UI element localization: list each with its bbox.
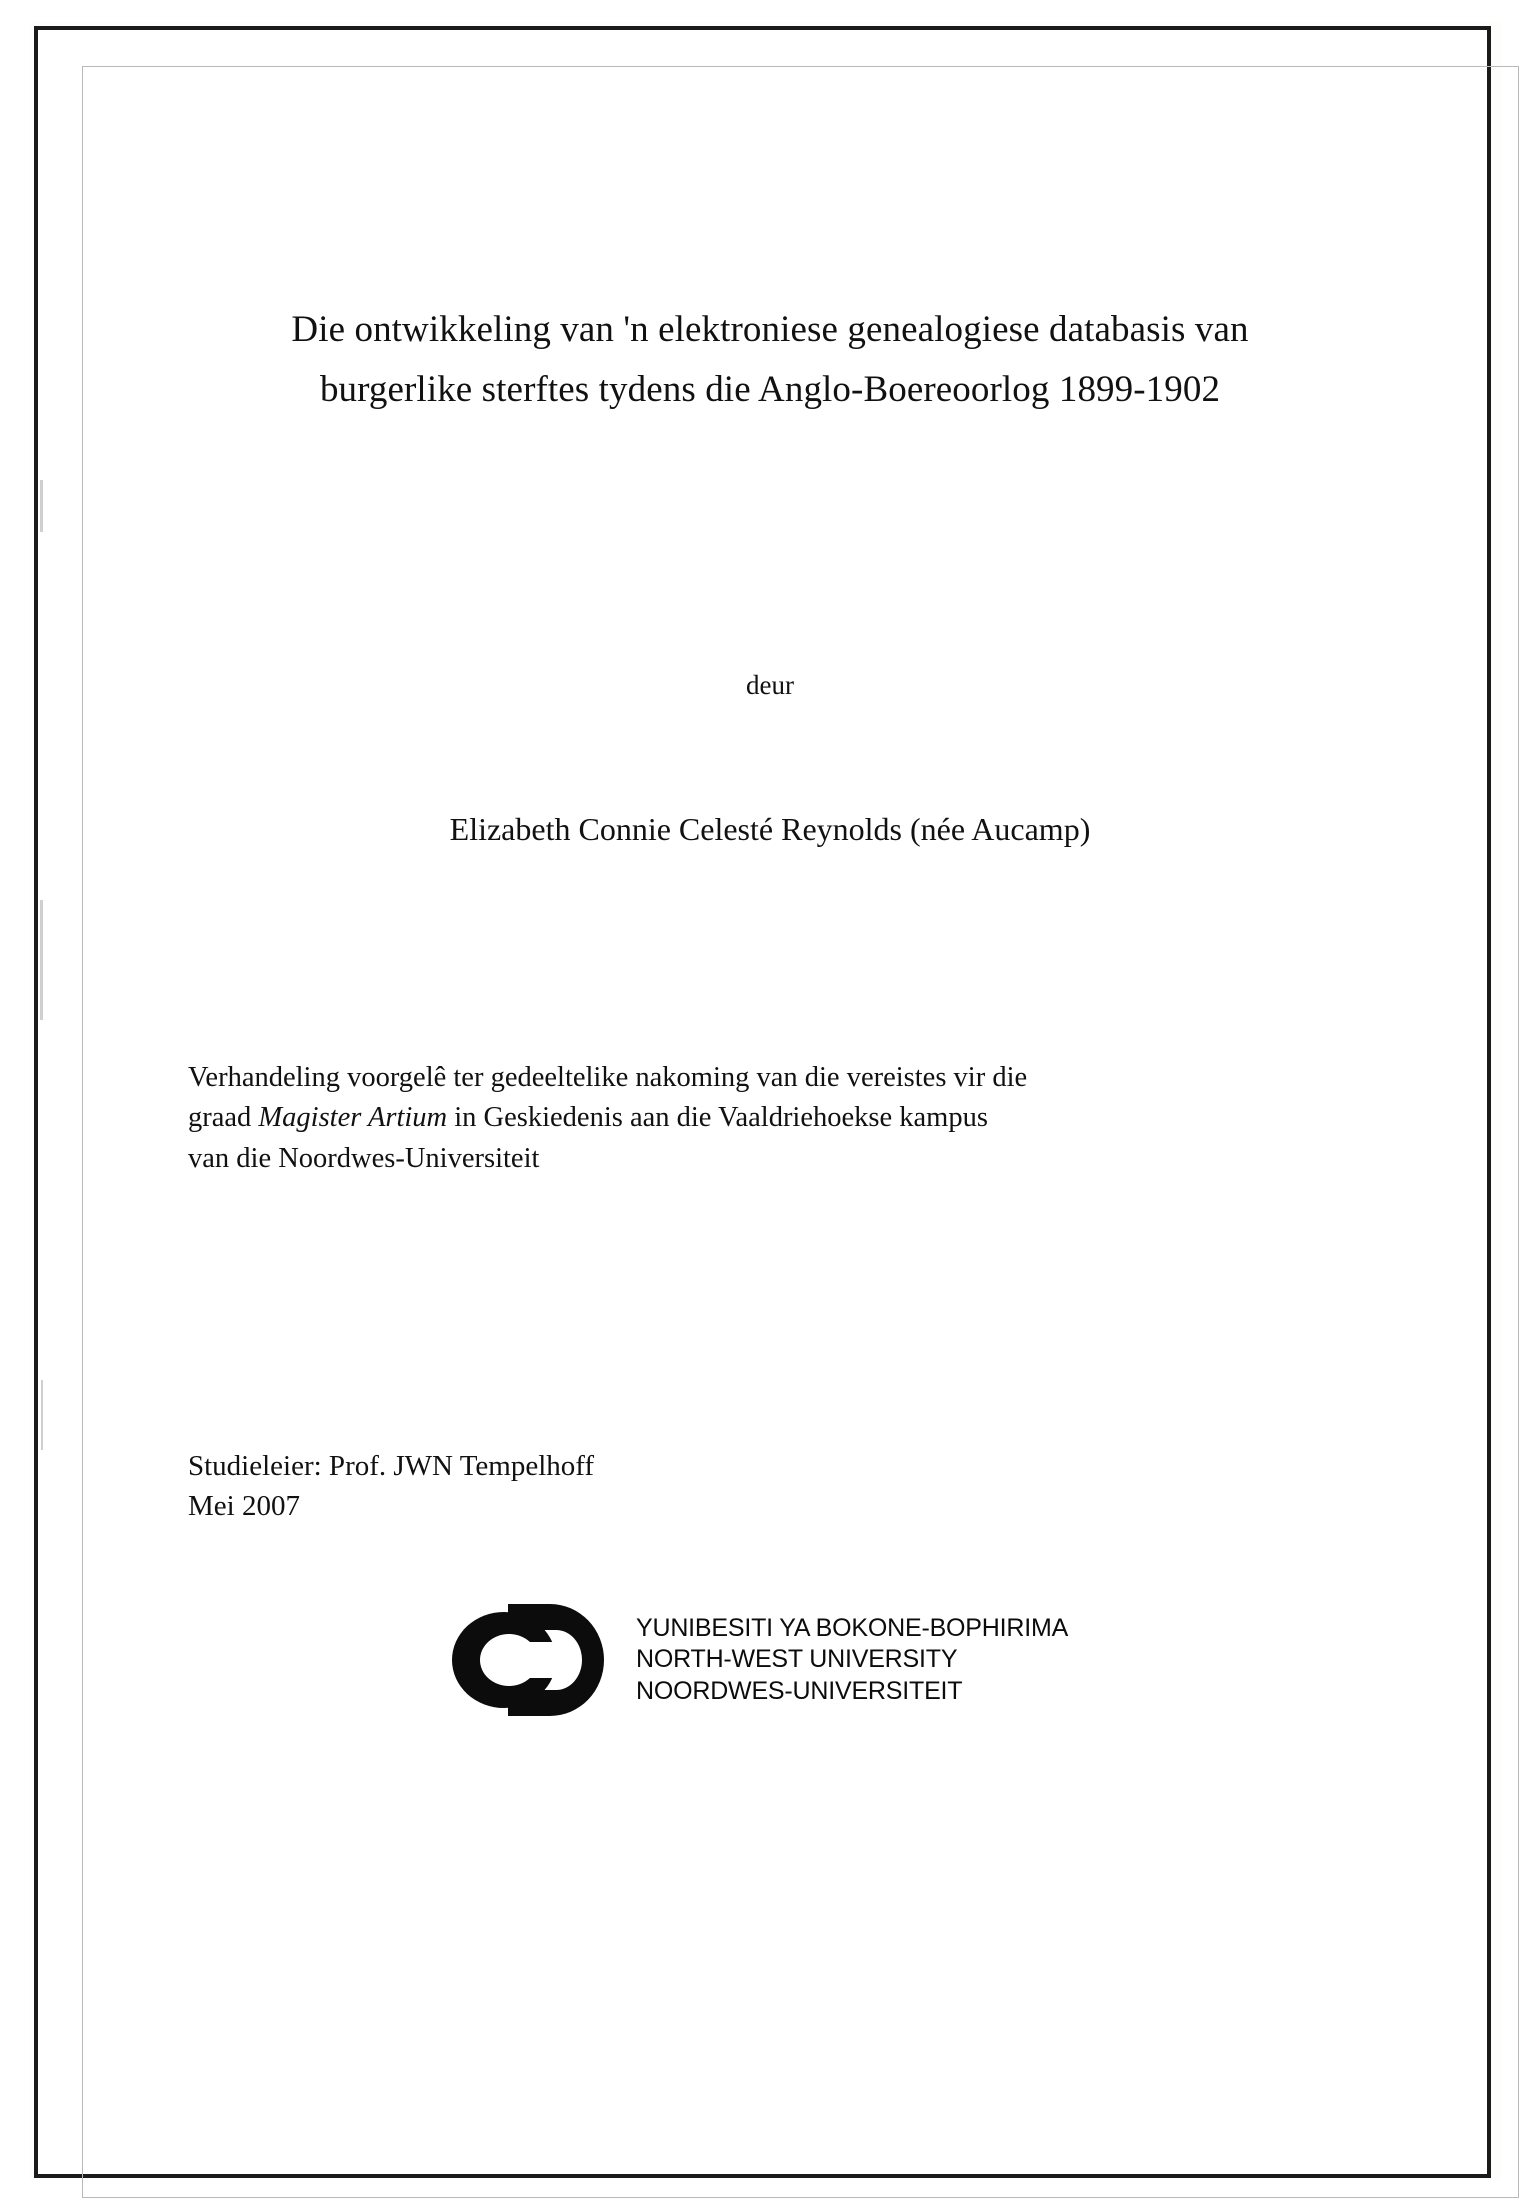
scan-speck <box>41 1380 43 1450</box>
author-name: Elizabeth Connie Celesté Reynolds (née Aucamp) <box>449 810 1091 847</box>
logo-text-line-2: NORTH-WEST UNIVERSITY <box>636 1645 958 1674</box>
page-title <box>180 300 1360 420</box>
supervisor-line: Studieleier: Prof. JWN Tempelhoff <box>188 1450 595 1483</box>
nwu-logo-mark-icon <box>450 1604 622 1716</box>
degree-statement-line-1: Verhandeling voorgelê ter gedeeltelike nakoming van die vereistes vir die <box>188 1061 1028 1093</box>
degree-statement-line-3: van die Noordwes-Universiteit <box>188 1142 540 1174</box>
degree-statement-line-2 <box>188 1098 1313 1138</box>
supervisor-block <box>188 1447 1390 1526</box>
logo-text-line-1: YUNIBESITI YA BOKONE-BOPHIRIMA <box>636 1613 1069 1642</box>
title-page-content <box>150 300 1390 1716</box>
logo-text-line-3: NOORDWES-UNIVERSITEIT <box>636 1677 963 1706</box>
scan-speck <box>40 480 43 532</box>
statement-tail: in Geskiedenis aan die Vaaldriehoekse kampus <box>447 1102 988 1134</box>
by-label: deur <box>746 669 794 700</box>
logo-c-mouth <box>510 1642 562 1678</box>
title-line-1: Die ontwikkeling van 'n elektroniese genealogiese databasis van <box>291 309 1249 350</box>
title-line-2: burgerlike sterftes tydens die Anglo-Boereoorlog 1899-1902 <box>319 368 1221 410</box>
degree-statement <box>188 1058 1313 1179</box>
statement-graad-word: graad <box>188 1102 259 1134</box>
university-logo-text <box>636 1613 1068 1708</box>
date-line: Mei 2007 <box>188 1489 300 1522</box>
scan-speck <box>40 900 43 1020</box>
degree-name-italic: Magister Artium <box>258 1102 448 1134</box>
university-logo <box>450 1604 1390 1716</box>
